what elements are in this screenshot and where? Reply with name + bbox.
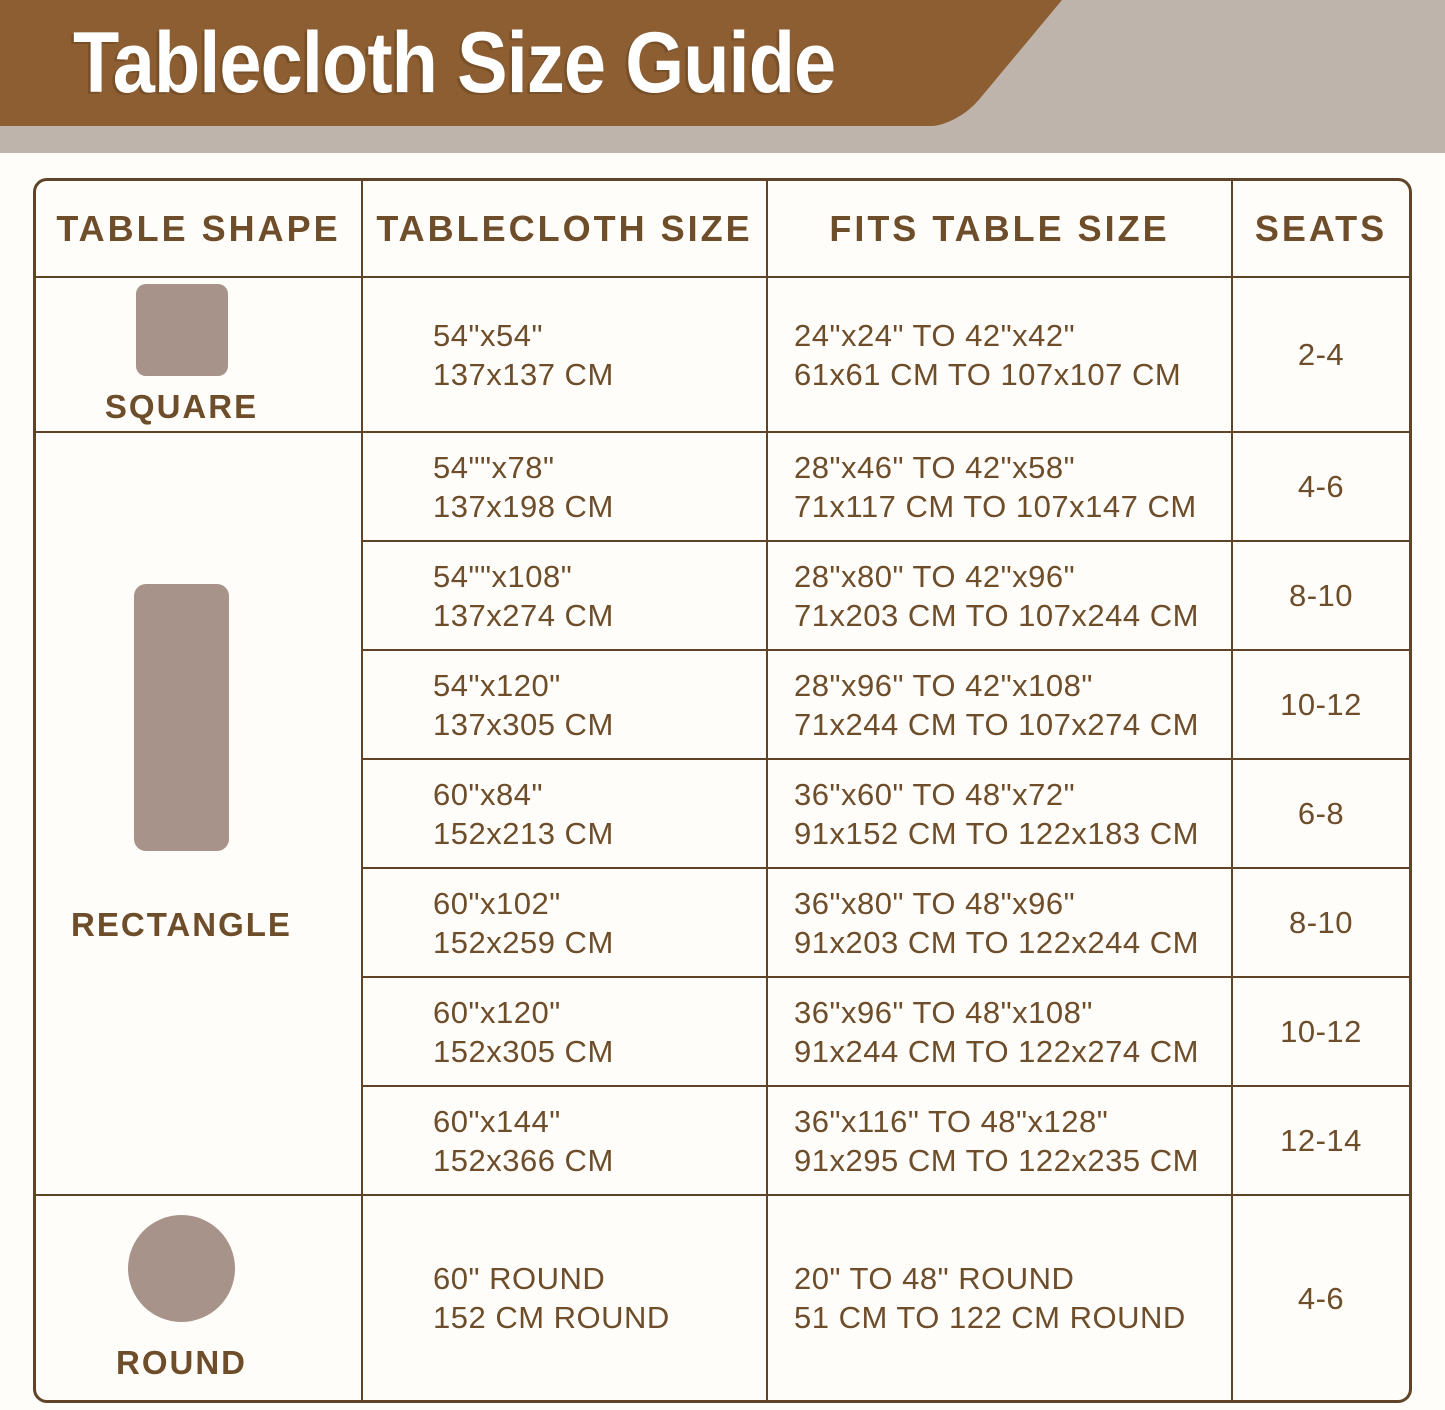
shape-cell-square: [36, 276, 361, 431]
round-shape-stack: [116, 1215, 247, 1382]
seats-cell-row-4: [1231, 649, 1409, 758]
tablecloth-size-inches: 54"x54": [433, 317, 543, 353]
circle-shape-icon: [128, 1215, 235, 1322]
fits-table-size-cm: 91x203 CM TO 122x244 CM: [794, 924, 1199, 960]
tablecloth-size-cell-row-5: [361, 758, 766, 867]
seats-cell-row-9: [1231, 1194, 1409, 1400]
seats-value: 4-6: [1297, 1280, 1345, 1316]
page-title: Tablecloth Size Guide: [73, 14, 836, 111]
tablecloth-size-cell-row-3: [361, 540, 766, 649]
fits-table-size-inches: 28"x96" TO 42"x108": [794, 667, 1093, 703]
fits-table-size-cell-row-1: [766, 276, 1231, 431]
tablecloth-size-cm: 137x274 CM: [433, 597, 614, 633]
tablecloth-size-cm: 137x198 CM: [433, 488, 614, 524]
tablecloth-size-cell-row-2: [361, 431, 766, 540]
fits-table-size-inches: 20" TO 48" ROUND: [794, 1261, 1075, 1296]
tablecloth-size-cell-row-7: [361, 976, 766, 1085]
shape-cell-rectangle: [36, 431, 361, 1194]
tablecloth-size-cm: 137x305 CM: [433, 706, 614, 742]
fits-table-size-cm: 61x61 CM TO 107x107 CM: [794, 356, 1182, 392]
tablecloth-size-inches: 60" ROUND: [433, 1261, 606, 1296]
shape-cell-round: [36, 1194, 361, 1400]
tablecloth-size-cm: 152 CM ROUND: [433, 1300, 670, 1335]
tablecloth-size-cm: 152x213 CM: [433, 815, 614, 851]
seats-value: 8-10: [1288, 905, 1354, 940]
seats-value: 6-8: [1297, 796, 1345, 831]
fits-table-size-inches: 36"x116" TO 48"x128": [794, 1103, 1109, 1139]
fits-table-size-cell-row-8: [766, 1085, 1231, 1194]
column-header-seats: SEATS: [1231, 181, 1409, 276]
tablecloth-size-cm: 137x137 CM: [433, 356, 614, 392]
fits-table-size-cell-row-6: [766, 867, 1231, 976]
tablecloth-size-cell-row-1: [361, 276, 766, 431]
fits-table-size-inches: 36"x96" TO 48"x108": [794, 994, 1093, 1030]
fits-table-size-cell-row-4: [766, 649, 1231, 758]
column-header-fits-table-size: FITS TABLE SIZE: [766, 181, 1231, 276]
tablecloth-size-cm: 152x305 CM: [433, 1033, 614, 1069]
seats-cell-row-6: [1231, 867, 1409, 976]
seats-value: 2-4: [1297, 337, 1345, 372]
fits-table-size-cm: 71x117 CM TO 107x147 CM: [794, 488, 1197, 524]
tablecloth-size-inches: 60"x84": [433, 776, 543, 812]
fits-table-size-cm: 91x244 CM TO 122x274 CM: [794, 1033, 1199, 1069]
seats-cell-row-1: [1231, 276, 1409, 431]
tablecloth-size-inches: 60"x102": [433, 885, 561, 921]
tablecloth-size-cm: 152x259 CM: [433, 924, 614, 960]
fits-table-size-cell-row-5: [766, 758, 1231, 867]
tablecloth-size-cm: 152x366 CM: [433, 1142, 614, 1178]
shape-label-round: ROUND: [116, 1343, 247, 1381]
seats-value: 10-12: [1280, 687, 1362, 722]
seats-cell-row-5: [1231, 758, 1409, 867]
size-table: [33, 178, 1412, 1403]
fits-table-size-cm: 91x295 CM TO 122x235 CM: [794, 1142, 1199, 1178]
fits-table-size-cm: 91x152 CM TO 122x183 CM: [794, 815, 1199, 851]
tablecloth-size-cell-row-6: [361, 867, 766, 976]
fits-table-size-inches: 24"x24" TO 42"x42": [794, 317, 1076, 353]
tablecloth-size-cell-row-9: [361, 1194, 766, 1400]
seats-cell-row-8: [1231, 1085, 1409, 1194]
fits-table-size-inches: 36"x80" TO 48"x96": [794, 885, 1076, 921]
fits-table-size-cm: 51 CM TO 122 CM ROUND: [794, 1300, 1186, 1335]
shape-label-rectangle: RECTANGLE: [71, 905, 292, 943]
tablecloth-size-inches: 54""x108": [433, 558, 573, 594]
fits-table-size-cell-row-3: [766, 540, 1231, 649]
fits-table-size-cell-row-7: [766, 976, 1231, 1085]
seats-value: 12-14: [1280, 1123, 1362, 1158]
seats-value: 4-6: [1297, 469, 1345, 504]
tablecloth-size-inches: 54""x78": [433, 449, 555, 485]
tablecloth-size-inches: 54"x120": [433, 667, 561, 703]
tablecloth-size-inches: 60"x144": [433, 1103, 561, 1139]
fits-table-size-inches: 36"x60" TO 48"x72": [794, 776, 1076, 812]
square-shape-icon: [136, 284, 228, 376]
seats-cell-row-7: [1231, 976, 1409, 1085]
rectangle-shape-stack: [71, 584, 292, 944]
fits-table-size-inches: 28"x46" TO 42"x58": [794, 449, 1076, 485]
tablecloth-size-inches: 60"x120": [433, 994, 561, 1030]
banner-area: [0, 0, 1445, 153]
seats-cell-row-2: [1231, 431, 1409, 540]
fits-table-size-inches: 28"x80" TO 42"x96": [794, 558, 1076, 594]
tablecloth-size-cell-row-8: [361, 1085, 766, 1194]
tablecloth-size-cell-row-4: [361, 649, 766, 758]
column-header-table-shape: TABLE SHAPE: [56, 207, 341, 249]
column-header-tablecloth-size: TABLECLOTH SIZE: [361, 181, 766, 276]
shape-label-square: SQUARE: [104, 387, 259, 425]
seats-cell-row-3: [1231, 540, 1409, 649]
seats-value: 8-10: [1288, 578, 1354, 613]
fits-table-size-cm: 71x203 CM TO 107x244 CM: [794, 597, 1199, 633]
fits-table-size-cell-row-2: [766, 431, 1231, 540]
square-shape-stack: [105, 284, 258, 426]
seats-value: 10-12: [1280, 1014, 1362, 1049]
fits-table-size-cm: 71x244 CM TO 107x274 CM: [794, 706, 1199, 742]
rectangle-shape-icon: [134, 584, 229, 851]
fits-table-size-cell-row-9: [766, 1194, 1231, 1400]
